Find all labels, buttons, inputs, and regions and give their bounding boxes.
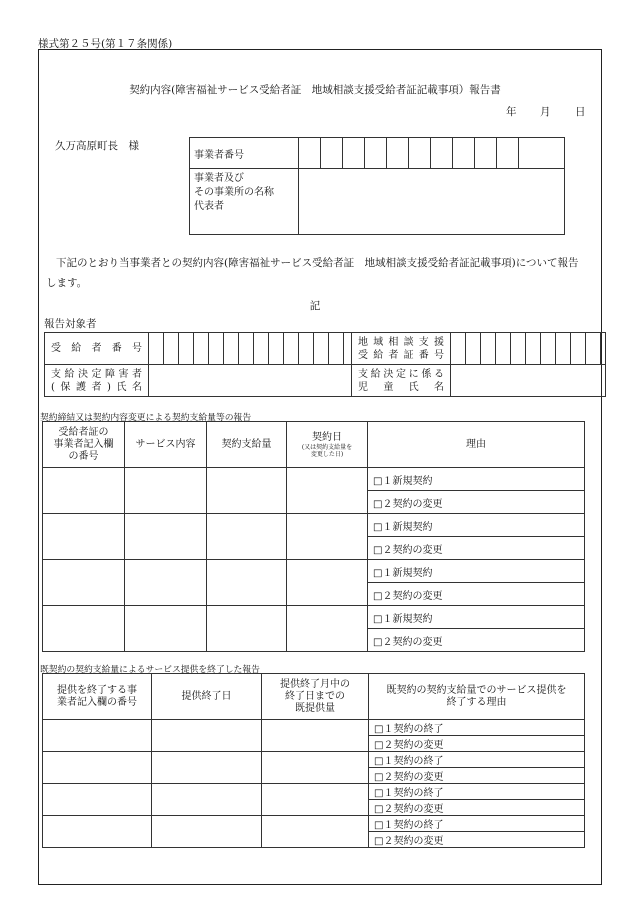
business-number-extra[interactable] [519,138,565,169]
col-termination-entry-number-line-1: 提供を終了する事 [57,684,137,696]
col-termination-reason-line-2: 終了する理由 [446,696,507,708]
term-entry-4-reason-end[interactable]: □１契約の終了 [369,816,585,832]
business-number-digit-3[interactable] [343,138,365,169]
entry-1-date[interactable] [287,468,368,514]
regional-number-end [601,333,606,365]
col-termination-entry-number-line-2: 業者記入欄の番号 [57,696,137,708]
company-name-label-line-3: 代表者 [194,201,224,212]
regional-number-digit-3[interactable] [481,333,496,365]
col-provided-amount-line-1: 提供終了月中の [280,678,350,690]
term-entry-1-reason-change[interactable]: □２契約の変更 [369,736,585,752]
entry-2-service[interactable] [125,514,207,560]
regional-number-digit-7[interactable] [541,333,556,365]
recipient-number-label: 受給者番号 [45,333,149,365]
regional-number-digit-5[interactable] [511,333,526,365]
term-entry-1-reason-end[interactable]: □１契約の終了 [369,720,585,736]
term-entry-1-date[interactable] [152,720,262,752]
business-number-label: 事業者番号 [190,138,299,169]
term-entry-3-reason-change[interactable]: □２契約の変更 [369,800,585,816]
term-entry-3-reason-end[interactable]: □１契約の終了 [369,784,585,800]
entry-2-reason-change[interactable]: □２契約の変更 [368,537,585,560]
company-name-field[interactable] [299,169,565,235]
term-entry-4-amount[interactable] [262,816,369,848]
business-number-digit-9[interactable] [475,138,497,169]
col-contract-date [287,422,368,468]
term-entry-2-reason-end[interactable]: □１契約の終了 [369,752,585,768]
child-name-field[interactable] [451,365,606,397]
term-entry-2-reason-change[interactable]: □２契約の変更 [369,768,585,784]
entry-4-reason-change[interactable]: □２契約の変更 [368,629,585,652]
term-entry-1-amount[interactable] [262,720,369,752]
col-contract-date-title: 契約日 [312,431,342,443]
term-entry-3-number[interactable] [43,784,152,816]
col-provided-amount-line-3: 既提供量 [295,702,335,714]
date-month-label: 月 [540,106,551,118]
term-entry-4-date[interactable] [152,816,262,848]
business-number-digit-4[interactable] [365,138,387,169]
term-entry-2-number[interactable] [43,752,152,784]
term-entry-4-reason-change[interactable]: □２契約の変更 [369,832,585,848]
guardian-name-field[interactable] [149,365,352,397]
regional-number-digit-10[interactable] [586,333,601,365]
body-text: 下記のとおり当事業者との契約内容(障害福祉サービス受給者証 地域相談支援受給者証記載事項)について報告します。 [46,257,579,289]
entry-1-number[interactable] [43,468,125,514]
col-recipient-entry-number-line-3: の番号 [68,450,99,462]
business-number-digit-7[interactable] [431,138,453,169]
term-entry-2-date[interactable] [152,752,262,784]
date-day-label: 日 [575,106,586,118]
term-entry-3-amount[interactable] [262,784,369,816]
company-info-table [189,137,565,235]
recipient-number-digit-4[interactable] [194,333,209,365]
entry-4-reason-new[interactable]: □１新規契約 [368,606,585,629]
col-contract-date-note-2: 変更した日) [310,450,344,458]
company-name-label-line-1: 事業者及び [194,173,244,184]
regional-number-digit-2[interactable] [466,333,481,365]
business-number-digit-1[interactable] [299,138,321,169]
document-title: 契約内容(障害福祉サービス受給者証 地域相談支援受給者証記載事項）報告書 [129,84,501,96]
company-name-label-line-2: その事業所の名称 [194,187,274,198]
regional-number-label-line-2: 受給者証番号 [358,349,444,361]
entry-3-amount[interactable] [207,560,287,606]
entry-4-service[interactable] [125,606,207,652]
col-reason: 理由 [368,422,585,468]
guardian-name-label-line-1: 支給決定障害者 [51,368,142,380]
regional-number-label [352,333,451,365]
entry-3-date[interactable] [287,560,368,606]
business-number-digit-5[interactable] [387,138,409,169]
business-number-digit-10[interactable] [497,138,519,169]
regional-number-digit-4[interactable] [496,333,511,365]
recipient-number-gap [344,333,352,365]
recipient-number-digit-11[interactable] [299,333,314,365]
entry-1-reason-new[interactable]: □１新規契約 [368,468,585,491]
entry-2-number[interactable] [43,514,125,560]
ki-label: 記 [309,300,321,312]
term-entry-4-number[interactable] [43,816,152,848]
recipient-number-digit-7[interactable] [239,333,254,365]
company-name-label [190,169,299,235]
col-recipient-entry-number-line-2: 事業者記入欄 [53,438,114,450]
entry-3-reason-new[interactable]: □１新規契約 [368,560,585,583]
entry-1-service[interactable] [125,468,207,514]
col-termination-reason [369,674,585,720]
entry-2-reason-new[interactable]: □１新規契約 [368,514,585,537]
col-provided-amount-line-2: 終了日までの [285,690,345,702]
form-number-label: 様式第２５号(第１７条関係) [38,38,173,50]
col-service-content: サービス内容 [125,422,207,468]
col-recipient-entry-number [43,422,125,468]
col-provided-amount [262,674,369,720]
subject-heading: 報告対象者 [44,318,97,330]
termination-report-table [42,673,585,848]
entry-4-number[interactable] [43,606,125,652]
regional-number-digit-6[interactable] [526,333,541,365]
term-entry-3-date[interactable] [152,784,262,816]
subject-table [44,332,606,397]
col-contract-date-note-1: (又は契約支給量を [301,443,353,451]
recipient-number-digit-5[interactable] [209,333,224,365]
entry-4-amount[interactable] [207,606,287,652]
regional-number-label-line-1: 地域相談支援 [358,336,444,348]
recipient-number-digit-6[interactable] [224,333,239,365]
recipient-number-digit-9[interactable] [269,333,284,365]
entry-2-date[interactable] [287,514,368,560]
business-number-digit-8[interactable] [453,138,475,169]
entry-3-number[interactable] [43,560,125,606]
regional-number-digit-9[interactable] [571,333,586,365]
entry-3-service[interactable] [125,560,207,606]
col-recipient-entry-number-line-1: 受給者証の [58,426,109,438]
contract-report-table [42,421,585,652]
regional-number-digit-8[interactable] [556,333,571,365]
recipient-number-digit-12[interactable] [314,333,329,365]
section1-heading: 契約締結又は契約内容変更による契約支給量等の報告 [40,413,252,423]
col-termination-entry-number [43,674,152,720]
entry-4-date[interactable] [287,606,368,652]
section2-heading: 既契約の契約支給量によるサービス提供を終了した報告 [40,665,260,675]
business-number-digit-6[interactable] [409,138,431,169]
entry-2-amount[interactable] [207,514,287,560]
child-name-label-line-1: 支給決定に係る [358,368,444,380]
child-name-label [352,365,451,397]
col-contract-amount: 契約支給量 [207,422,287,468]
recipient-number-digit-3[interactable] [179,333,194,365]
guardian-name-label-line-2: (保護者)氏名 [51,381,142,393]
entry-3-reason-change[interactable]: □２契約の変更 [368,583,585,606]
addressee: 久万高原町長 様 [55,140,139,152]
date-year-label: 年 [506,106,517,118]
term-entry-1-number[interactable] [43,720,152,752]
col-termination-date: 提供終了日 [152,674,262,720]
term-entry-2-amount[interactable] [262,752,369,784]
recipient-number-digit-1[interactable] [149,333,164,365]
recipient-number-digit-2[interactable] [164,333,179,365]
entry-1-reason-change[interactable]: □２契約の変更 [368,491,585,514]
recipient-number-digit-10[interactable] [284,333,299,365]
regional-number-digit-1[interactable] [451,333,466,365]
recipient-number-digit-8[interactable] [254,333,269,365]
child-name-label-line-2: 児童氏名 [358,381,444,393]
guardian-name-label [45,365,149,397]
recipient-number-digit-13[interactable] [329,333,344,365]
col-termination-reason-line-1: 既契約の契約支給量でのサービス提供を [386,684,567,696]
entry-1-amount[interactable] [207,468,287,514]
business-number-digit-2[interactable] [321,138,343,169]
